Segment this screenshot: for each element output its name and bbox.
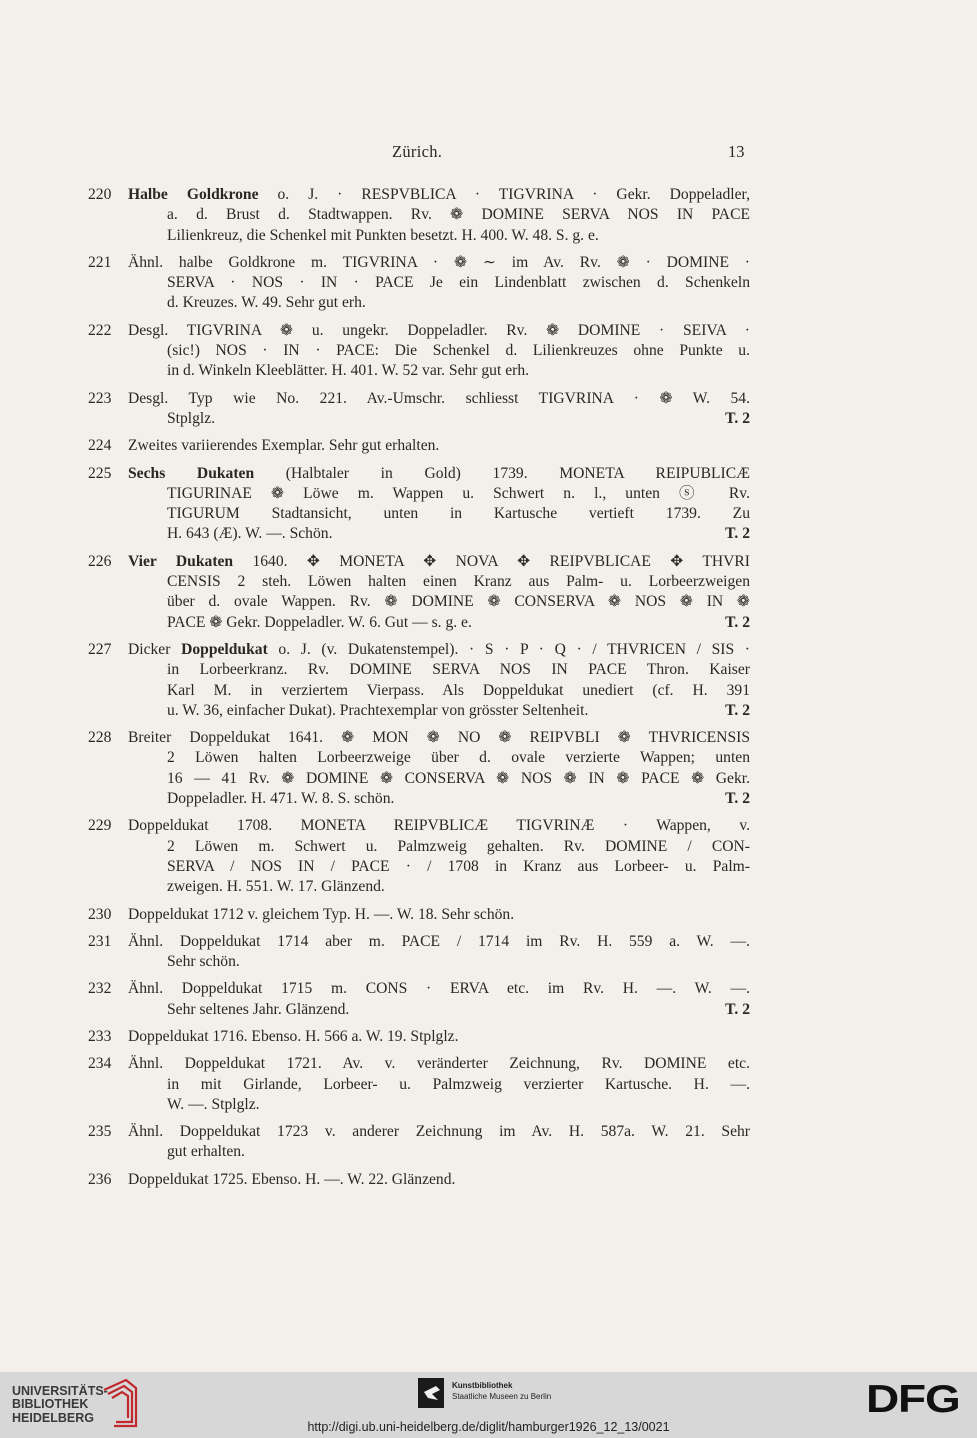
entry-text: Doppeldukat 1712 v. gleichem Typ. H. —. W. 18. Sehr schön. [128,905,515,923]
entry-text: über d. ovale Wappen. Rv. ❁ DOMINE ❁ CONSERVA ❁ NOS ❁ IN ❁ [167,593,750,611]
catalog-entry [88,552,750,633]
entry-number: 220 [88,186,112,203]
catalog-entries [88,185,750,1197]
entry-line [88,837,750,857]
entry-line [88,389,750,409]
dfg-logo[interactable]: DFG [866,1378,960,1421]
catalog-entry [88,816,750,897]
entry-text: Doppeldukat 1716. Ebenso. H. 566 a. W. 19. Stplglz. [128,1027,459,1045]
entry-line [88,321,750,341]
university-line-2: BIBLIOTHEK [12,1397,89,1412]
entry-number: 227 [88,640,112,658]
entry-line [88,979,750,999]
entry-text: gut erhalten. [167,1143,245,1161]
entry-text: (Halbtaler in Gold) 1739. MONETA REIPUBLICÆ [254,464,750,482]
entry-text: Stplglz. [167,409,216,427]
entry-text: in mit Girlande, Lorbeer- u. Palmzweig verzierter Kartusche. H. —. [167,1075,750,1093]
entry-line [88,660,750,680]
catalog-entry [88,321,750,382]
catalog-entry [88,389,750,430]
entry-text: Desgl. TIGVRINA ❁ u. ungekr. Doppeladler. Rv. ❁ DOMINE · SEIVA · [128,321,750,339]
entry-line [88,484,750,504]
entry-line [88,877,750,897]
entry-line [88,640,750,660]
entry-number: 223 [88,389,112,407]
entry-text: Ähnl. halbe Goldkrone m. TIGVRINA · ❁ ∼ im Av. Rv. ❁ · DOMINE · [128,253,750,271]
catalog-entry [88,979,750,1020]
entry-line [88,816,750,836]
rarity-mark: T. 2 [725,525,750,543]
page-number: 13 [728,142,745,161]
rarity-mark: T. 2 [725,1000,750,1018]
entry-text: SERVA / NOS IN / PACE · / 1708 in Kranz aus Lorbeer- u. Palm- [167,857,750,875]
rarity-mark: T. 2 [725,701,750,719]
entry-line [88,341,750,361]
entry-text: TIGURINAE ❁ Löwe m. Wappen u. Schwert n. l., unten ⓢ Rv. [167,484,750,502]
catalog-entry [88,436,750,456]
entry-line [88,769,750,789]
entry-line [88,1142,750,1162]
kunstbibliothek-logo-text[interactable] [452,1380,551,1402]
entry-line [88,572,750,592]
entry-number: 233 [88,1027,112,1045]
entry-heading: Sechs Dukaten [128,464,255,482]
kunstbibliothek-name: Kunstbibliothek [452,1381,513,1390]
entry-line [88,1122,750,1142]
catalog-entry [88,640,750,721]
entry-line [88,701,750,721]
entry-text: Dicker [128,640,182,658]
entry-text: 2 Löwen halten Lorbeerzweige über d. ovale verzierte Wappen; unten [167,749,750,767]
entry-number: 224 [88,437,112,455]
entry-line [88,1095,750,1115]
entry-text: zweigen. H. 551. W. 17. Glänzend. [167,878,385,896]
entry-line [88,1000,750,1020]
entry-text: Doppeladler. H. 471. W. 8. S. schön. [167,790,395,808]
entry-line [88,1027,750,1047]
entry-line [88,789,750,809]
catalog-entry [88,1170,750,1190]
entry-heading: Halbe Goldkrone [128,186,259,203]
university-line-1: UNIVERSITÄTS- [12,1384,108,1398]
page-title: Zürich. [392,142,443,161]
entry-line [88,436,750,456]
entry-text: a. d. Brust d. Stadtwappen. Rv. ❁ DOMINE SERVA NOS IN PACE [167,206,750,224]
entry-number: 230 [88,905,112,923]
entry-line [88,409,750,429]
entry-number: 221 [88,253,112,271]
entry-number: 231 [88,932,112,950]
entry-text: Sehr seltenes Jahr. Glänzend. [167,1000,350,1018]
entry-text: Desgl. Typ wie No. 221. Av.-Umschr. schliesst TIGVRINA · ❁ W. 54. [128,389,750,407]
entry-line [88,293,750,313]
entry-line [88,905,750,925]
entry-line [88,205,750,225]
entry-line [88,952,750,972]
entry-line [88,361,750,381]
entry-line [88,464,750,484]
entry-line [88,552,750,572]
entry-line [88,613,750,633]
entry-line [88,728,750,748]
entry-line [88,1054,750,1074]
entry-text: o. J. (v. Dukatenstempel). · S · P · Q · / THVRICEN / SIS · [267,640,751,658]
entry-text: Doppeldukat 1725. Ebenso. H. —. W. 22. Glänzend. [128,1170,456,1188]
entry-number: 228 [88,729,112,747]
kunstbibliothek-icon [418,1378,444,1408]
entry-number: 229 [88,817,112,835]
entry-line [88,273,750,293]
entry-text: Breiter Doppeldukat 1641. ❁ MON ❁ NO ❁ REIPVBLI ❁ THVRICENSIS [128,729,750,747]
rarity-mark: T. 2 [725,613,750,631]
catalog-entry [88,253,750,314]
entry-line [88,253,750,273]
entry-heading: Vier Dukaten [128,552,234,570]
entry-text: Zweites variierendes Exemplar. Sehr gut erhalten. [128,437,440,455]
entry-line [88,524,750,544]
entry-number: 235 [88,1123,112,1141]
entry-text: u. W. 36, einfacher Dukat). Prachtexemplar von grösster Seltenheit. [167,701,589,719]
entry-number: 232 [88,980,112,998]
entry-line [88,1170,750,1190]
entry-heading: Doppeldukat [181,640,268,658]
entry-text: Karl M. in verziertem Vierpass. Als Doppeldukat unediert (cf. H. 391 [167,681,750,699]
entry-number: 226 [88,552,112,570]
entry-text: in Lorbeerkranz. Rv. DOMINE SERVA NOS IN PACE Thron. Kaiser [167,661,750,679]
entry-line [88,857,750,877]
entry-text: Ähnl. Doppeldukat 1721. Av. v. veränderter Zeichnung, Rv. DOMINE etc. [128,1055,750,1073]
running-header [0,142,977,164]
entry-text: PACE ❁ Gekr. Doppeladler. W. 6. Gut — s. g. e. [167,613,472,631]
entry-text: Ähnl. Doppeldukat 1723 v. anderer Zeichnung im Av. H. 587a. W. 21. Sehr [128,1123,750,1141]
entry-text: 2 Löwen m. Schwert u. Palmzweig gehalten. Rv. DOMINE / CON- [167,837,750,855]
footer-bar [0,1372,977,1438]
entry-text: Ähnl. Doppeldukat 1715 m. CONS · ERVA etc. im Rv. H. —. W. —. [128,980,750,998]
entry-text: W. —. Stplglz. [167,1095,260,1113]
rarity-mark: T. 2 [725,409,750,427]
entry-line [88,185,750,205]
entry-text: in d. Winkeln Kleeblätter. H. 401. W. 52 var. Sehr gut erh. [167,362,530,380]
entry-text: Ähnl. Doppeldukat 1714 aber m. PACE / 1714 im Rv. H. 559 a. W. —. [128,932,750,950]
entry-line [88,932,750,952]
entry-line [88,592,750,612]
entry-text: Sehr schön. [167,953,240,971]
catalog-entry [88,905,750,925]
source-url-link[interactable]: http://digi.ub.uni-heidelberg.de/diglit/hamburger1926_12_13/0021 [307,1420,670,1434]
entry-number: 234 [88,1055,112,1073]
catalog-entry [88,932,750,973]
rarity-mark: T. 2 [725,790,750,808]
entry-text: Doppeldukat 1708. MONETA REIPVBLICÆ TIGVRINÆ · Wappen, v. [128,817,750,835]
entry-line [88,681,750,701]
catalog-entry [88,1122,750,1163]
entry-text: H. 643 (Æ). W. —. Schön. [167,525,333,543]
entry-text: d. Kreuzes. W. 49. Sehr gut erh. [167,294,366,312]
catalog-entry [88,728,750,809]
catalog-entry [88,185,750,246]
entry-line [88,748,750,768]
catalog-entry [88,1027,750,1047]
entry-line [88,504,750,524]
entry-text: 1640. ✥ MONETA ✥ NOVA ✥ REIPVBLICAE ✥ THVRI [233,552,750,570]
entry-text: (sic!) NOS · IN · PACE: Die Schenkel d. Lilienkreuzes ohne Punkte u. [167,342,750,360]
catalog-entry [88,464,750,545]
kunstbibliothek-subtitle: Staatliche Museen zu Berlin [452,1392,552,1401]
university-line-3: HEIDELBERG [12,1410,94,1425]
catalog-entry [88,1054,750,1115]
entry-line [88,1075,750,1095]
entry-number: 225 [88,464,112,482]
entry-text: Lilienkreuz, die Schenkel mit Punkten besetzt. H. 400. W. 48. S. g. e. [167,226,599,244]
entry-line [88,226,750,246]
entry-number: 236 [88,1170,112,1188]
entry-text: SERVA · NOS · IN · PACE Je ein Lindenblatt zwischen d. Schenkeln [167,274,750,292]
entry-text: o. J. · RESPVBLICA · TIGVRINA · Gekr. Doppeladler, [258,186,750,203]
entry-text: 16 — 41 Rv. ❁ DOMINE ❁ CONSERVA ❁ NOS ❁ IN ❁ PACE ❁ Gekr. [167,769,750,787]
entry-text: CENSIS 2 steh. Löwen halten einen Kranz aus Palm- u. Lorbeerzweigen [167,573,750,591]
entry-number: 222 [88,321,112,339]
entry-text: TIGURUM Stadtansicht, unten in Kartusche vertieft 1739. Zu [167,505,750,523]
